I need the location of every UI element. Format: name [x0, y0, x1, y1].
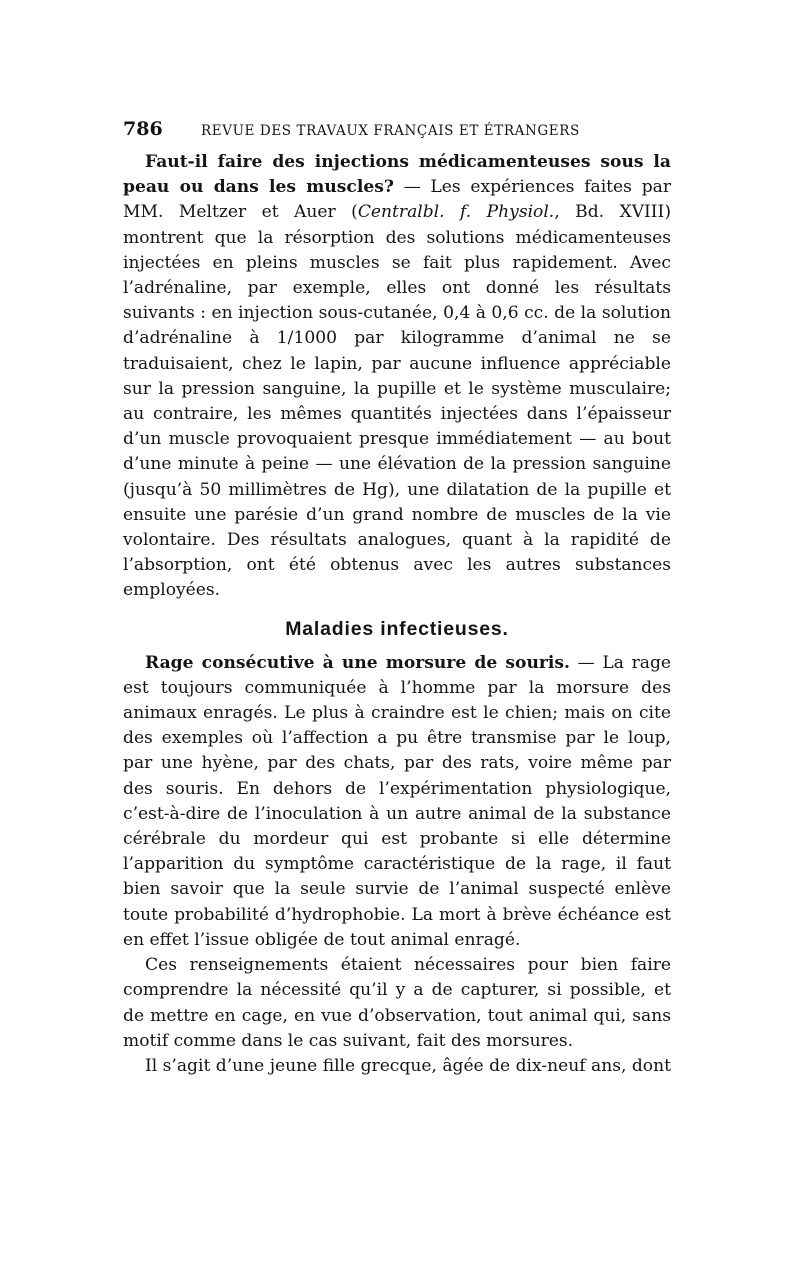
article-injections-text-a: — Les expériences faites par MM. Meltzer et Auer (: [123, 177, 671, 223]
article-injections-text-b: , Bd. XVIII) montrent que la résorption des solutions médicamenteuses injectées en pleins muscles se fait plus rapidement. Avec l’adrénaline, par exemple, elles ont donné les résultats suivants : en injection sous-cutanée, 0,4 à 0,6 cc. de la solution d’adrénaline à 1/1000 par kilogramme d’animal ne se traduisaient, chez le lapin, par aucune influence appréciable sur la pression sanguine, la pupille et le système musculaire; au contraire, les mêmes quantités injectées dans l’épaisseur d’un muscle provoquaient presque immédiatement — au bout d’une minute à peine — une élévation de la pression sanguine (jusqu’à 50 millimètres de Hg), une dilatation de la pupille et ensuite une parésie d’un grand nombre de muscles de la vie volontaire. Des résultats analogues, quant à la rapidité de l’absorption, ont été obtenus avec les autres substances employées.: [123, 202, 671, 601]
article-rage-paragraph-2: Ces renseignements étaient nécessaires pour bien faire comprendre la nécessité qu’il y a de capturer, si possible, et de mettre en cage, en vue d’observation, tout animal qui, sans motif comme dans le cas suivant, fait des morsures.: [123, 955, 671, 1051]
running-title: REVUE DES TRAVAUX FRANÇAIS ET ÉTRANGERS: [201, 123, 580, 139]
article-rage-paragraph-1: [123, 651, 671, 953]
article-rage-text-1: — La rage est toujours communiquée à l’homme par la morsure des animaux enragés. Le plus à craindre est le chien; mais on cite des exemples où l’affection a pu être transmise par le loup, par une hyène, par des chats, par des rats, voire même par des souris. En dehors de l’expérimentation physiologique, c’est-à-dire de l’inoculation à un autre animal de la substance cérébrale du mordeur qui est probante si elle détermine l’apparition du symptôme caractéristique de la rage, il faut bien savoir que la seule survie de l’animal suspecté enlève toute probabilité d’hydrophobie. La mort à brève échéance est en effet l’issue obligée de tout animal enragé.: [123, 652, 671, 950]
article-injections-title: Faut-il faire des injections médicamenteuses sous la peau ou dans les muscles?: [123, 152, 671, 198]
book-page: [123, 118, 671, 1079]
journal-citation: Centralbl. f. Physiol.: [357, 202, 555, 223]
article-rage-paragraph-3: Il s’agit d’une jeune fille grecque, âgée de dix-neuf ans, dont: [145, 1055, 671, 1076]
article-rage-title: Rage consécutive à une morsure de souris.: [145, 652, 570, 673]
section-title: Maladies infectieuses.: [285, 617, 509, 640]
page-header: [123, 118, 671, 140]
article-injections-paragraph: [123, 150, 671, 604]
page-number: 786: [123, 118, 163, 140]
